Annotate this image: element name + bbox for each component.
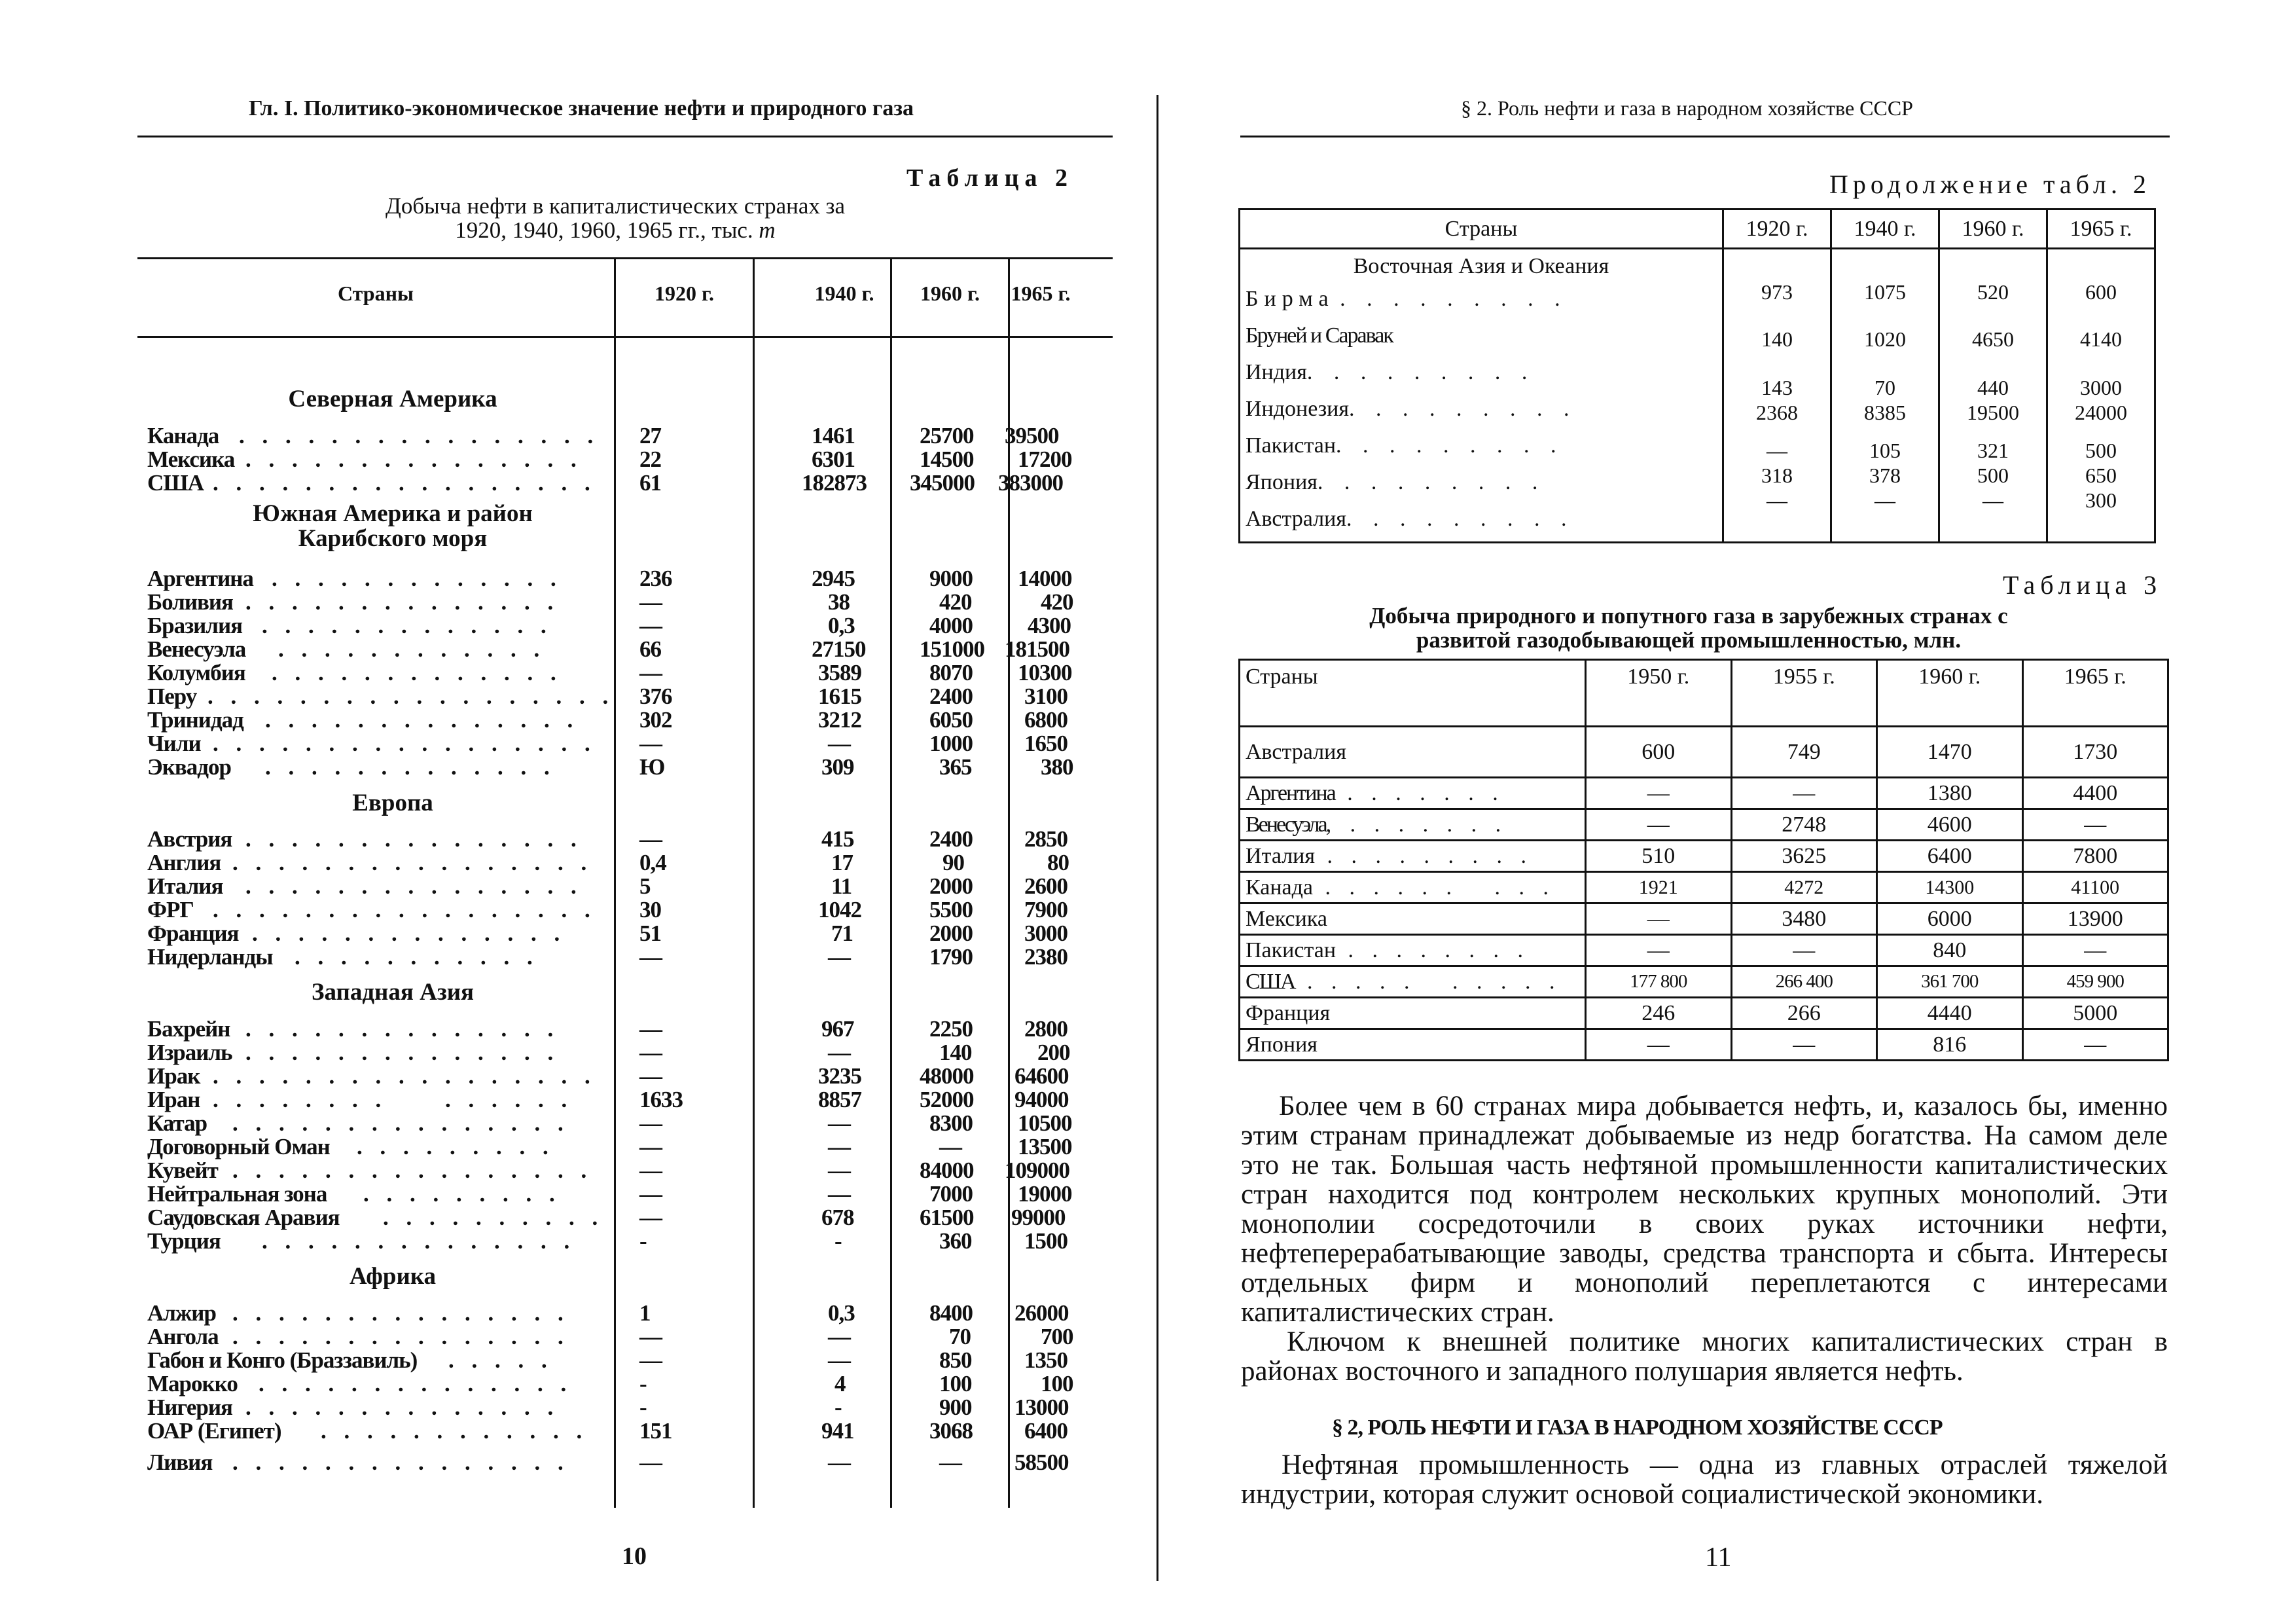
table2-caption-line1: Добыча нефти в капиталистических странах за [385, 193, 846, 219]
continuation-table [1238, 208, 2156, 543]
table-row: Австралия 600 749 1470 1730 [1240, 727, 2168, 778]
table2-label: Таблица 2 [906, 164, 1074, 192]
country-name: Алжир [147, 1300, 216, 1326]
right-head-rule [1240, 136, 2170, 137]
table2-caption-unit: т [759, 217, 776, 243]
table-row: Франция 246 266 4440 5000 [1240, 998, 2168, 1029]
country-name: Турция [147, 1228, 221, 1254]
country-name: Катар [147, 1110, 207, 1136]
country-name: Габон и Конго (Браззавиль) [147, 1347, 418, 1373]
page-spine [1157, 95, 1158, 1581]
table-row: США . . . . . . . . . . . . . . . . . 61 182873 345000 383000 [147, 470, 1063, 496]
country-name: Нейтральная зона [147, 1181, 327, 1207]
country-name: Мексика [147, 447, 235, 472]
country-name: Ливия [147, 1450, 213, 1475]
section-africa: Африка [349, 1263, 437, 1290]
table-row: Колумбия . . . . . . . . . . . . . — 3589 8070 10300 [147, 660, 1072, 685]
table-row: Нейтральная зона . . . . . . . . . — — 7000 19000 [147, 1181, 1072, 1207]
country-name: Марокко [147, 1371, 238, 1396]
table-row: Восточная Азия и Океания Бирма . . . . . . . . . Бруней и Саравак Индия. . . . . . . . . Индонезия. . . . . . . . . Пакистан. . . . . . . . . Япония. . . . . . . . . Австралия. . . . . . . . . 973 140 143 2368 — 318 — 1075 1020 70 8385 105 378 — 520 4650 440 19500 321 500 — 600 4140 3000 24000 500 650 300 [1240, 249, 2155, 543]
country-name: Италия [147, 873, 223, 899]
table-row: Эквадор . . . . . . . . . . . . . Ю 309 365 380 [147, 754, 1073, 780]
country-name: Иран [147, 1087, 200, 1112]
section-europe: Европа [352, 790, 433, 816]
table-row: Боливия . . . . . . . . . . . . . . — 38 420 420 [147, 589, 1073, 615]
table-row: Мексика — 3480 6000 13900 [1240, 903, 2168, 935]
table-row: ОАР (Египет) . . . . . . . . . . . . 151 941 3068 6400 [147, 1418, 1067, 1444]
table-row: Катар . . . . . . . . . . . . . . . — — 8300 10500 [147, 1110, 1072, 1136]
country-name: Нидерланды [147, 944, 273, 970]
table-row: Австрия . . . . . . . . . . . . . . . — 415 2400 2850 [147, 826, 1067, 852]
table2-header-1940: 1940 г. [814, 282, 874, 305]
country-name: Венесуэла [147, 636, 246, 662]
table-row: ФРГ . . . . . . . . . . . . . . . . . 30 1042 5500 7900 [147, 897, 1067, 922]
left-page-number: 10 [622, 1542, 647, 1570]
table-row: Алжир . . . . . . . . . . . . . . . 1 0,3 8400 26000 [147, 1300, 1069, 1326]
section-west-asia: Западная Азия [311, 979, 475, 1006]
country-name: ОАР (Египет) [147, 1418, 281, 1444]
table3-title: Добыча природного и попутного газа в зарубежных странах с развитой газодобывающей промышленностью, млн. [1369, 603, 2008, 653]
country-name: Бразилия [147, 613, 243, 638]
table-row: Бразилия . . . . . . . . . . . . . — 0,3 4000 4300 [147, 613, 1071, 638]
right-page-number: 11 [1705, 1542, 1732, 1573]
country-name: Перу [147, 684, 197, 709]
table-row: Франция . . . . . . . . . . . . . . 51 71 2000 3000 [147, 921, 1067, 946]
table-row: Израиль . . . . . . . . . . . . . . — — 140 200 [147, 1040, 1070, 1065]
continuation-label: Продолжение табл. 2 [1829, 170, 2151, 199]
table-row: Италия . . . . . . . . . 510 3625 6400 7800 [1240, 841, 2168, 872]
table-row: Ангола . . . . . . . . . . . . . . . — — 70 700 [147, 1324, 1073, 1349]
table3 [1238, 659, 2169, 1061]
table-row: США . . . . . . . . . . 177 800 266 400 361 700 459 900 [1240, 966, 2168, 998]
table-row: Венесуэла, . . . . . . . — 2748 4600 — [1240, 809, 2168, 841]
table-row: Англия . . . . . . . . . . . . . . . . 0,4 17 90 80 [147, 850, 1069, 875]
country-name: Кувейт [147, 1158, 218, 1183]
country-name: Австрия [147, 826, 232, 852]
table-row: Аргентина . . . . . . . — — 1380 4400 [1240, 778, 2168, 809]
cont-section-title: Восточная Азия и Океания [1353, 254, 1609, 278]
country-name: Эквадор [147, 754, 231, 780]
country-name: Нигерия [147, 1395, 232, 1420]
table-row: Италия . . . . . . . . . . . . . . . 5 11 2000 2600 [147, 873, 1067, 899]
table-header-row: Страны 1950 г. 1955 г. 1960 г. 1965 г. [1240, 660, 2168, 727]
body-paragraph-2: Ключом к внешней политике многих капиталистических стран в районах восточного и западного полушария является нефть. [1241, 1326, 2168, 1387]
table-row: Венесуэла . . . . . . . . . . . . 66 27150 151000 181500 [147, 636, 1069, 662]
table-row: Ирак . . . . . . . . . . . . . . . . . — 3235 48000 64600 [147, 1063, 1069, 1089]
table2-top-rule [137, 257, 1113, 259]
right-running-head: § 2. Роль нефти и газа в народном хозяйстве СССР [1461, 96, 1913, 120]
country-name: Договорный Оман [147, 1134, 330, 1159]
body-paragraph-1: Более чем в 60 странах мира добывается нефть, и, казалось бы, именно этим странам принадлежат добываемые из недр богатства. На самом деле это не так. Большая часть нефтяной промышленности капиталистических стран находится под контролем нескольких крупных монополий. Эти монополии сосредоточили в своих руках источники нефти, нефтеперерабатывающие заводы, средства транспорта и сбыта. Интересы отдельных фирм и монополий переплетаются с интересами капиталистических стран. [1241, 1091, 2168, 1328]
country-name: Канада [147, 423, 219, 448]
table-row: Аргентина . . . . . . . . . . . . . 236 2945 9000 14000 [147, 566, 1072, 591]
table-row: Япония — — 816 — [1240, 1029, 2168, 1061]
country-name: США [147, 470, 204, 496]
table-row: Пакистан . . . . . . . . — — 840 — [1240, 935, 2168, 966]
table-row: Канада . . . . . . . . . . . . . . . . 27 1461 25700 39500 [147, 423, 1059, 448]
country-name: Тринидад [147, 707, 243, 733]
country-name: Израиль [147, 1040, 232, 1065]
left-running-head: Гл. I. Политико-экономическое значение нефти и природного газа [249, 96, 914, 120]
table-row: Договорный Оман . . . . . . . . . — — — 13500 [147, 1134, 1072, 1159]
country-name: Колумбия [147, 660, 245, 685]
section-heading: § 2, РОЛЬ НЕФТИ И ГАЗА В НАРОДНОМ ХОЗЯЙСТВЕ СССР [1332, 1415, 1943, 1440]
table-row: Кувейт . . . . . . . . . . . . . . . . — — 84000 109000 [147, 1158, 1069, 1183]
table2-caption [308, 194, 923, 242]
country-name: Бахрейн [147, 1016, 230, 1042]
country-name: Боливия [147, 589, 233, 615]
table-header-row: Страны 1920 г. 1940 г. 1960 г. 1965 г. [1240, 210, 2155, 249]
table2-header-1960: 1960 г. [920, 282, 980, 305]
table-row: Саудовская Аравия . . . . . . . . . . — 678 61500 99000 [147, 1205, 1066, 1230]
table2-header-rule [137, 336, 1113, 338]
table-row: Канада . . . . . . . . . 1921 4272 14300 41100 [1240, 872, 2168, 903]
section-north-america: Северная Америка [288, 386, 497, 412]
country-name: Франция [147, 921, 239, 946]
country-name: Англия [147, 850, 221, 875]
country-name: Саудовская Аравия [147, 1205, 340, 1230]
country-name: Аргентина [147, 566, 253, 591]
table-row: Габон и Конго (Браззавиль) . . . . . — — 850 1350 [147, 1347, 1067, 1373]
table-row: Мексика . . . . . . . . . . . . . . . 22 6301 14500 17200 [147, 447, 1072, 472]
table-row: Ливия . . . . . . . . . . . . . . . — — — 58500 [147, 1450, 1069, 1475]
country-name: Ангола [147, 1324, 219, 1349]
table2-caption-years: 1920, 1940, 1960, 1965 гг., тыс. [455, 217, 753, 243]
table-row: Тринидад . . . . . . . . . . . . . . 302 3212 6050 6800 [147, 707, 1067, 733]
table-row: Чили . . . . . . . . . . . . . . . . . — — 1000 1650 [147, 731, 1067, 756]
country-name: Чили [147, 731, 201, 756]
table-row: Марокко . . . . . . . . . . . . . . - 4 100 100 [147, 1371, 1073, 1396]
left-head-rule [137, 136, 1113, 137]
table2-caption-line2 [308, 218, 923, 242]
table-row: Нидерланды . . . . . . . . . . . — — 1790 2380 [147, 944, 1067, 970]
table-row: Бахрейн . . . . . . . . . . . . . . — 967 2250 2800 [147, 1016, 1067, 1042]
table2-header-countries: Страны [337, 282, 414, 305]
country-name: Ирак [147, 1063, 200, 1089]
table3-label: Таблица 3 [2003, 570, 2162, 600]
table-row: Перу . . . . . . . . . . . . . . . . . . 376 1615 2400 3100 [147, 684, 1067, 709]
table2-header-1920: 1920 г. [655, 282, 714, 305]
country-name: ФРГ [147, 897, 194, 922]
section-south-america: Южная Америка и район Карибского моря [253, 500, 533, 552]
body-paragraph-3: Нефтяная промышленность — одна из главных отраслей тяжелой индустрии, которая служит основой социалистической экономики. [1241, 1450, 2168, 1510]
table2-header-1965: 1965 г. [1011, 282, 1071, 305]
table-row: Нигерия . . . . . . . . . . . . . . - - 900 13000 [147, 1395, 1069, 1420]
table-row: Турция . . . . . . . . . . . . . . - - 360 1500 [147, 1228, 1067, 1254]
table-row: Иран . . . . . . . . . . . . . . 1633 8857 52000 94000 [147, 1087, 1069, 1112]
